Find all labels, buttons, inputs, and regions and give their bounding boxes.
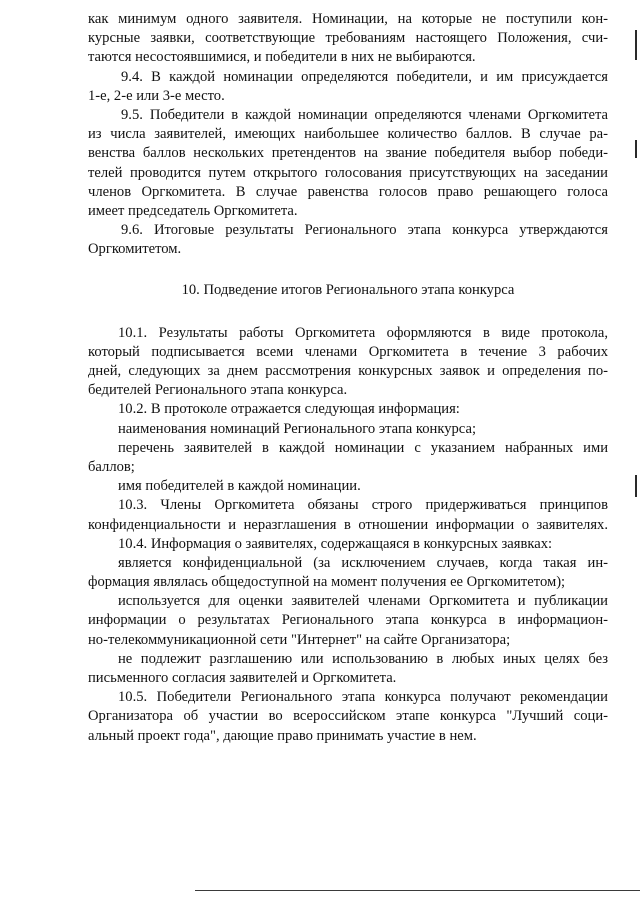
text-line: но-телекоммуникационной сети "Интернет" на сайте Организатора; <box>88 631 511 648</box>
text-line: баллов; <box>88 458 135 475</box>
list-item: перечень заявителей в каждой номинации с указанием набранных ими <box>118 439 608 456</box>
paragraph-9-5: 9.5. Победители в каждой номинации определяются членами Оргкомитета <box>121 106 608 123</box>
list-item: имя победителей в каждой номинации. <box>118 478 361 495</box>
text-line: альный проект года", дающие право принимать участие в нем. <box>88 727 477 744</box>
text-line: венства баллов нескольких претендентов на звание победителя выбор победи- <box>88 145 608 162</box>
text-line: письменного согласия заявителей и Оргкомитета. <box>88 670 397 686</box>
paragraph-10-4: 10.4. Информация о заявителях, содержащаяся в конкурсных заявках: <box>118 535 553 552</box>
text-line: дней, следующих за днем рассмотрения конкурсных заявок и определения по- <box>88 363 608 379</box>
text-line: как минимум одного заявителя. Номинации, на которые не поступили кон- <box>88 11 608 27</box>
list-item: является конфиденциальной (за исключением случаев, когда такая ин- <box>118 554 608 571</box>
paragraph-9-4: 9.4. В каждой номинации определяются победители, и им присуждается <box>121 68 608 85</box>
text-line: членов Оргкомитета. В случае равенства голосов право решающего голоса <box>88 183 608 200</box>
text-line: курсные заявки, соответствующие требованиям настоящего Положения, счи- <box>88 30 608 47</box>
section-heading: 10. Подведение итогов Регионального этапа конкурса <box>181 282 515 299</box>
scan-edge-mark <box>635 30 637 60</box>
paragraph-10-1: 10.1. Результаты работы Оргкомитета оформляются в виде протокола, <box>118 324 608 341</box>
text-line: формация являлась общедоступной на момент получения ее Оргкомитетом); <box>88 574 566 591</box>
text-line: информации о результатах Регионального этапа конкурса в информацион- <box>88 612 608 629</box>
text-line: который подписывается всеми членами Оргкомитета в течение 3 рабочих <box>88 343 608 360</box>
text-line: бедителей Регионального этапа конкурса. <box>88 382 348 399</box>
text-line: 1-е, 2-е или 3-е место. <box>88 87 225 104</box>
paragraph-10-2: 10.2. В протоколе отражается следующая информация: <box>118 401 460 418</box>
list-item: не подлежит разглашению или использованию в любых иных целях без <box>118 650 608 667</box>
scan-bottom-edge <box>195 890 640 891</box>
paragraph-10-3: 10.3. Члены Оргкомитета обязаны строго придерживаться принципов <box>118 497 608 514</box>
list-item: используется для оценки заявителей членами Оргкомитета и публикации <box>118 593 608 610</box>
paragraph-10-5: 10.5. Победители Регионального этапа конкурса получают рекомендации <box>118 689 608 706</box>
text-line: Организатора об участии во всероссийском этапе конкурса "Лучший соци- <box>88 708 608 725</box>
list-item: наименования номинаций Регионального этапа конкурса; <box>118 420 476 437</box>
text-line: Оргкомитетом. <box>88 241 182 258</box>
text-line: из числа заявителей, имеющих наибольшее количество баллов. В случае ра- <box>88 126 608 143</box>
text-line: конфиденциальности и неразглашения в отношении информации о заявителях. <box>88 516 608 533</box>
document-body <box>88 10 608 746</box>
text-line: таются несостоявшимися, и победители в них не выбираются. <box>88 49 476 66</box>
scan-edge-mark <box>635 475 637 497</box>
scan-edge-mark <box>635 140 637 158</box>
text-line: имеет председатель Оргкомитета. <box>88 202 298 219</box>
text-line: телей проводится путем открытого голосования присутствующих на заседании <box>88 164 608 181</box>
paragraph-9-6: 9.6. Итоговые результаты Регионального этапа конкурса утверждаются <box>121 222 608 239</box>
